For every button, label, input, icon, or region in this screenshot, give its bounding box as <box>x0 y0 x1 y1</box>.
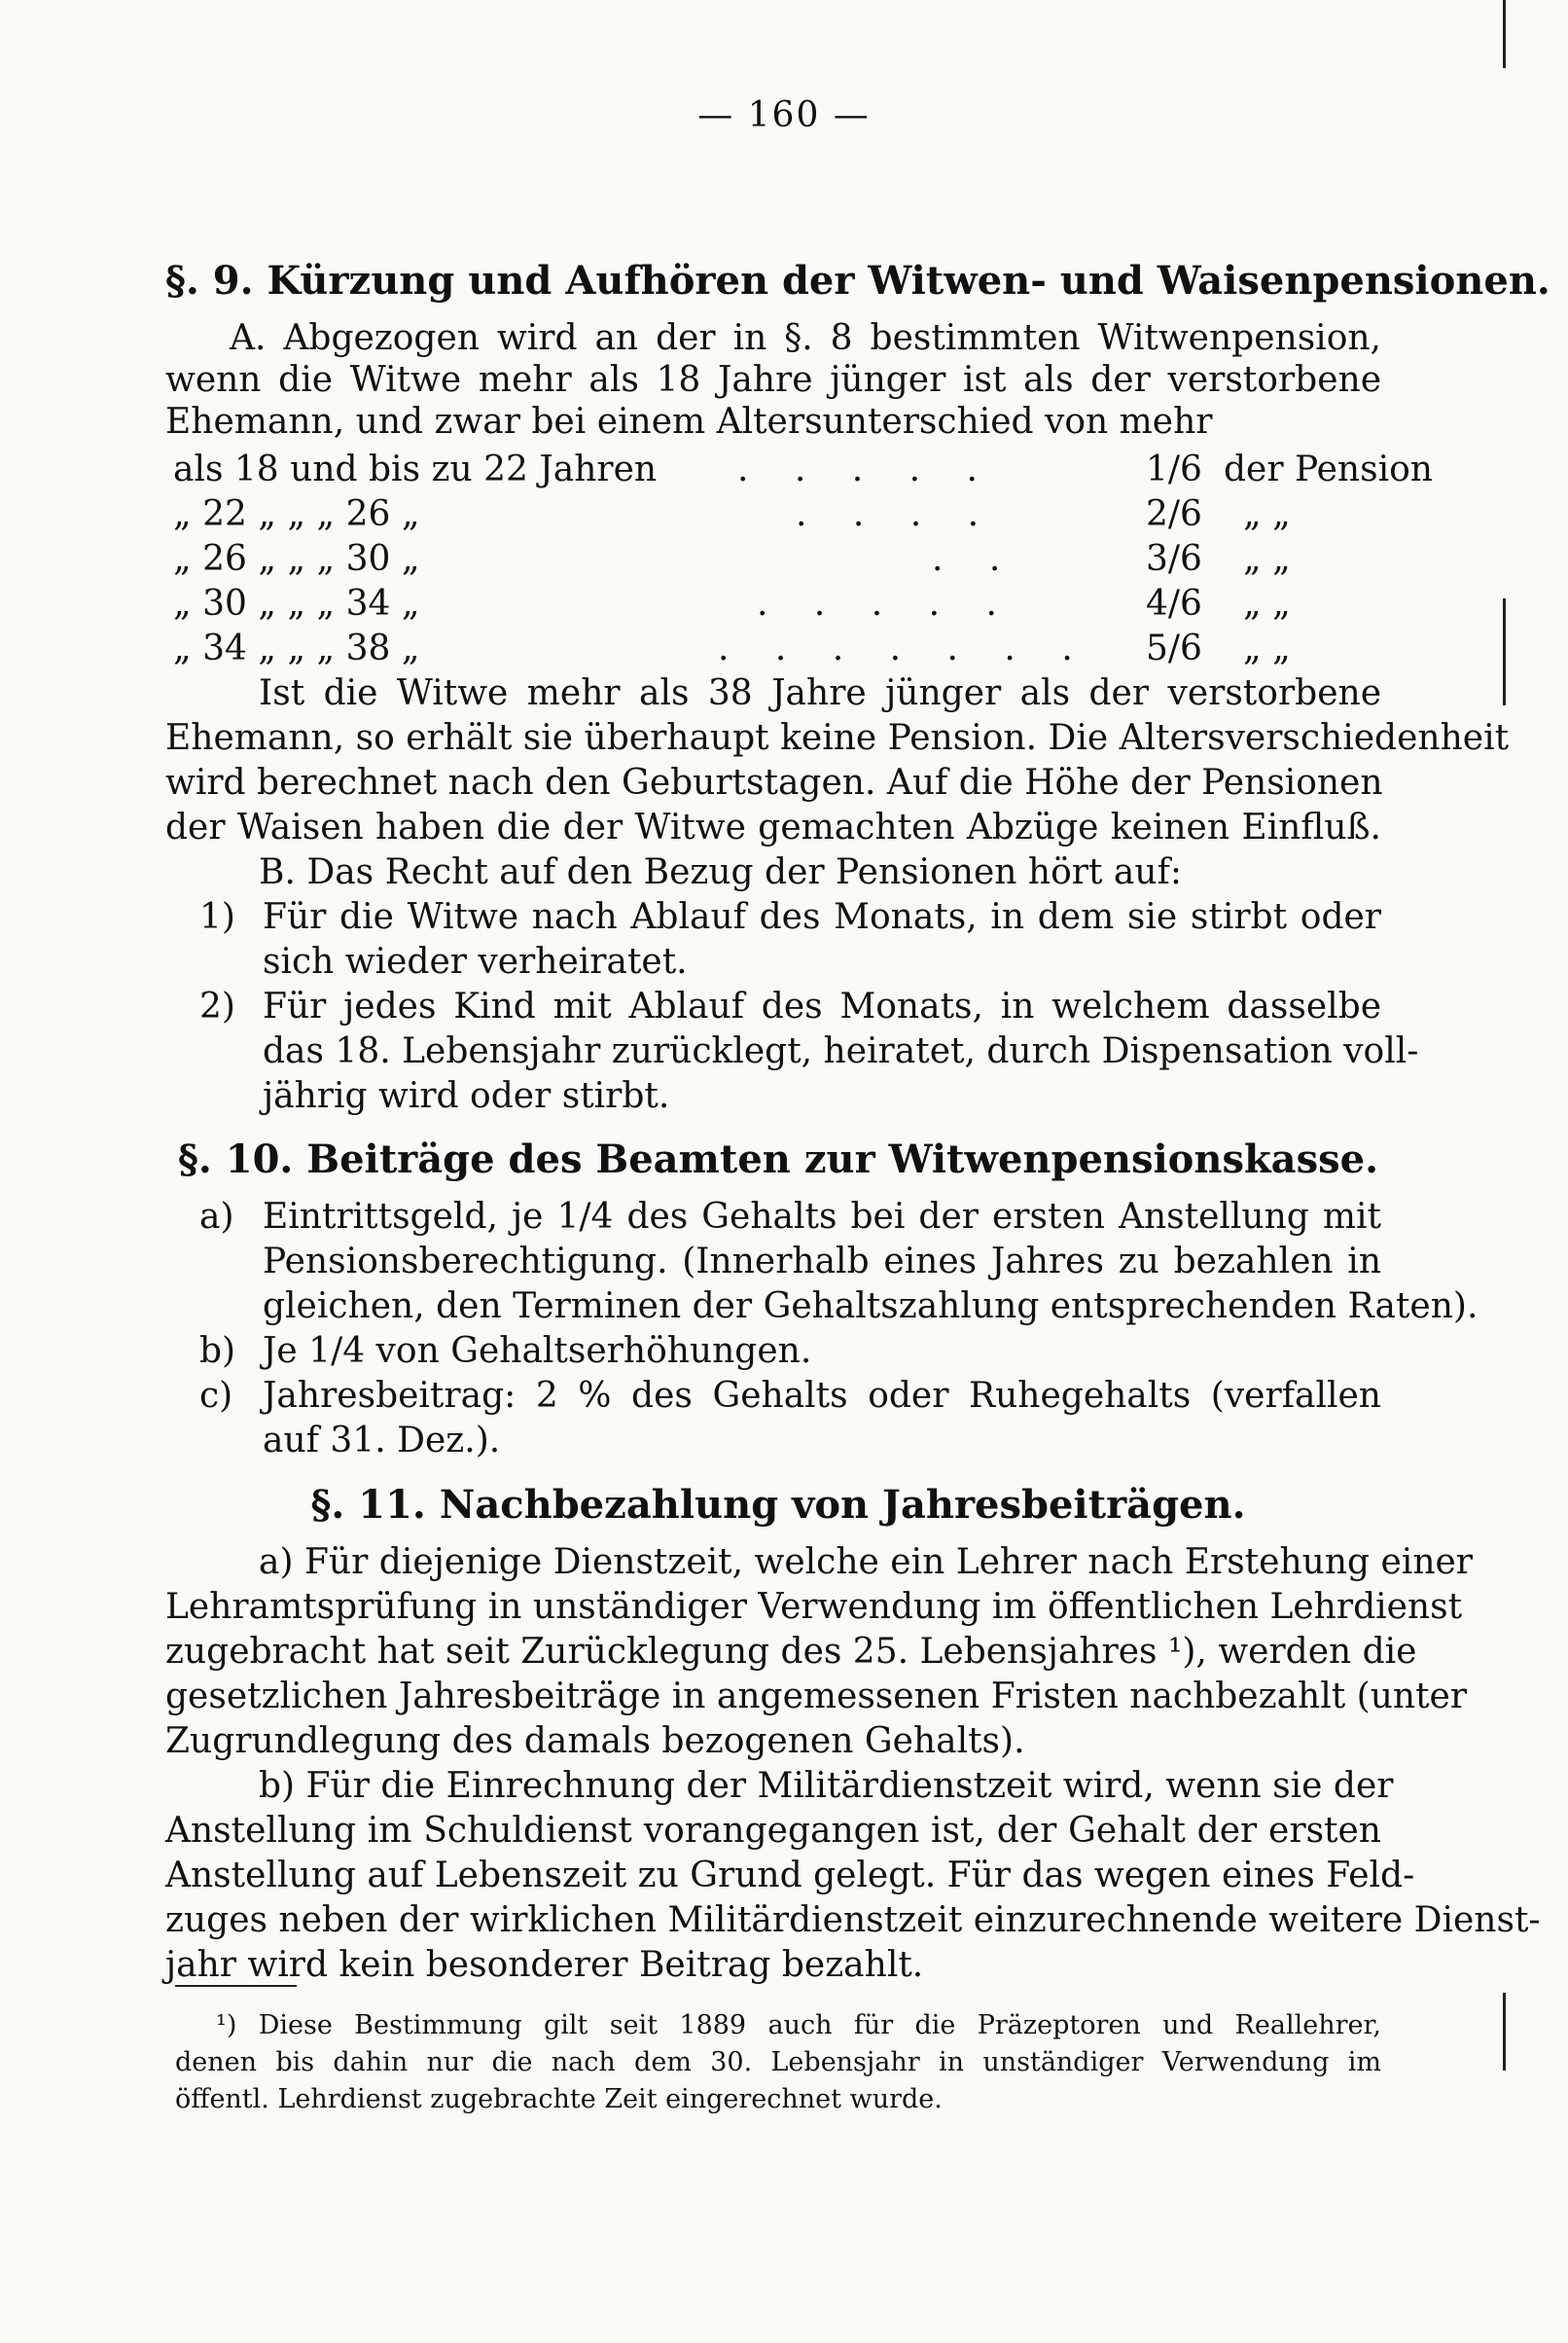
section-10-heading: §. 10. Beiträge des Beamten zur Witwenpensionskasse. <box>177 1136 1379 1182</box>
list-letter: b) <box>199 1331 236 1371</box>
table-fraction: 3/6 <box>1146 539 1202 579</box>
table-tail: „ „ <box>1243 584 1291 624</box>
list-letter: c) <box>199 1376 233 1416</box>
s11-b-line-2: Anstellung im Schuldienst vorangegangen ist, der Gehalt der ersten <box>165 1811 1381 1851</box>
s9-a-line-3: Ehemann, und zwar bei einem Altersunterschied von mehr <box>165 402 1213 442</box>
table-leader-dots: . . . . <box>796 494 997 534</box>
s9-b-intro: B. Das Recht auf den Bezug der Pensionen hört auf: <box>259 852 1183 892</box>
table-leader-dots: . . . . . . . <box>718 629 1090 668</box>
table-fraction: 1/6 <box>1146 450 1202 489</box>
table-tail: „ „ <box>1243 494 1291 534</box>
s10-a-line-1: Eintrittsgeld, je 1/4 des Gehalts bei der ersten Anstellung mit <box>263 1197 1381 1237</box>
table-fraction: 4/6 <box>1146 584 1202 624</box>
page-number: — 160 — <box>697 95 871 135</box>
s9-after-line-4: der Waisen haben die der Witwe gemachten Abzüge keinen Einfluß. <box>165 808 1381 847</box>
s11-b-line-4: zuges neben der wirklichen Militärdienstzeit einzurechnende weitere Dienst- <box>165 1900 1541 1940</box>
list-number: 2) <box>199 987 235 1027</box>
s10-a-line-3: gleichen, den Terminen der Gehaltszahlung entsprechenden Raten). <box>263 1286 1479 1326</box>
s11-a-line-5: Zugrundlegung des damals bezogenen Gehalts). <box>165 1721 1025 1761</box>
scan-edge-mark <box>1503 598 1506 705</box>
footnote-line-3: öffentl. Lehrdienst zugebrachte Zeit eingerechnet wurde. <box>175 2084 943 2114</box>
table-leader-dots: . . . . . <box>757 584 1015 624</box>
table-lead: „ 30 „ „ „ 34 „ <box>173 584 420 624</box>
s9-after-line-1: Ist die Witwe mehr als 38 Jahre jünger als der verstorbene <box>259 673 1381 713</box>
section-9-heading: §. 9. Kürzung und Aufhören der Witwen- und Waisenpensionen. <box>165 258 1550 304</box>
table-row <box>173 494 1379 533</box>
s9-b1-line-1: Für die Witwe nach Ablauf des Monats, in dem sie stirbt oder <box>263 897 1381 937</box>
table-tail: der Pension <box>1224 450 1433 489</box>
s11-b-line-1: b) Für die Einrechnung der Militärdienstzeit wird, wenn sie der <box>259 1766 1394 1806</box>
s10-b-line-1: Je 1/4 von Gehaltserhöhungen. <box>263 1331 812 1371</box>
s10-c-line-2: auf 31. Dez.). <box>263 1421 501 1460</box>
table-leader-dots: . . . . . <box>737 450 995 489</box>
s9-a-line-2: wenn die Witwe mehr als 18 Jahre jünger ist als der verstorbene <box>165 360 1381 400</box>
list-number: 1) <box>199 897 235 937</box>
table-fraction: 5/6 <box>1146 629 1202 668</box>
s11-a-line-2: Lehramtsprüfung in unständiger Verwendung im öffentlichen Lehrdienst <box>165 1587 1463 1627</box>
s11-b-line-3: Anstellung auf Lebenszeit zu Grund gelegt. Für das wegen eines Feld- <box>165 1856 1415 1895</box>
s9-a-line-1: A. Abgezogen wird an der in §. 8 bestimmten Witwenpension, <box>230 318 1381 358</box>
s9-b2-line-3: jährig wird oder stirbt. <box>263 1076 670 1116</box>
s11-a-line-4: gesetzlichen Jahresbeiträge in angemessenen Fristen nachbezahlt (unter <box>165 1676 1468 1716</box>
s11-a-line-3: zugebracht hat seit Zurücklegung des 25. Lebensjahres ¹), werden die <box>165 1632 1417 1672</box>
footnote-rule <box>175 1985 297 1987</box>
s9-b2-line-1: Für jedes Kind mit Ablauf des Monats, in welchem dasselbe <box>263 987 1381 1027</box>
table-lead: als 18 und bis zu 22 Jahren <box>173 450 658 489</box>
table-lead: „ 26 „ „ „ 30 „ <box>173 539 420 579</box>
s9-after-line-3: wird berechnet nach den Geburtstagen. Auf die Höhe der Pensionen <box>165 763 1383 803</box>
table-tail: „ „ <box>1243 539 1291 579</box>
s10-c-line-1: Jahresbeitrag: 2 % des Gehalts oder Ruhegehalts (verfallen <box>263 1376 1381 1416</box>
footnote-line-1: ¹) Diese Bestimmung gilt seit 1889 auch für die Präzeptoren und Reallehrer, <box>216 2010 1381 2040</box>
s10-a-line-2: Pensionsberechtigung. (Innerhalb eines Jahres zu bezahlen in <box>263 1242 1381 1281</box>
s11-a-line-1: a) Für diejenige Dienstzeit, welche ein Lehrer nach Erstehung einer <box>259 1542 1474 1582</box>
table-lead: „ 34 „ „ „ 38 „ <box>173 629 420 668</box>
table-row <box>173 584 1379 623</box>
table-tail: „ „ <box>1243 629 1291 668</box>
section-11-heading: §. 11. Nachbezahlung von Jahresbeiträgen. <box>310 1482 1246 1528</box>
footnote-line-2: denen bis dahin nur die nach dem 30. Lebensjahr in unständiger Verwendung im <box>175 2047 1381 2077</box>
table-row <box>173 629 1379 667</box>
table-row <box>173 450 1433 489</box>
scan-edge-mark <box>1503 1993 1506 2071</box>
table-row <box>173 539 1379 578</box>
scan-edge-mark <box>1503 0 1506 68</box>
s11-b-line-5: jahr wird kein besonderer Beitrag bezahlt. <box>165 1945 924 1985</box>
table-lead: „ 22 „ „ „ 26 „ <box>173 494 420 534</box>
list-letter: a) <box>199 1197 234 1237</box>
table-leader-dots: . . <box>932 539 1018 579</box>
table-fraction: 2/6 <box>1146 494 1202 534</box>
s9-after-line-2: Ehemann, so erhält sie überhaupt keine Pension. Die Altersverschiedenheit <box>165 718 1510 758</box>
s9-b1-line-2: sich wieder verheiratet. <box>263 942 688 982</box>
s9-b2-line-2: das 18. Lebensjahr zurücklegt, heiratet, durch Dispensation voll- <box>263 1031 1419 1071</box>
